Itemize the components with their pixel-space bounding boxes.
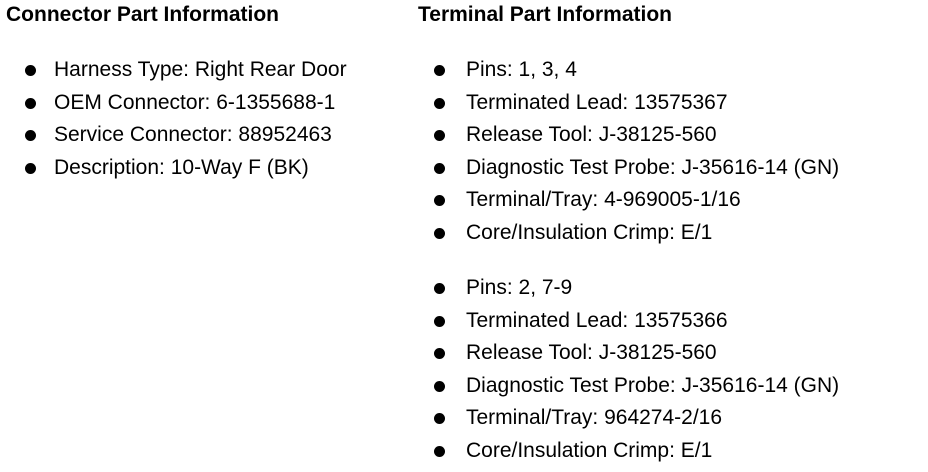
terminal-pins: Pins: 1, 3, 4	[466, 58, 577, 81]
connector-harness-type: Harness Type: Right Rear Door	[54, 58, 347, 81]
bullet-icon	[25, 130, 36, 141]
bullet-icon	[25, 65, 36, 76]
connector-service-connector: Service Connector: 88952463	[54, 123, 332, 146]
list-item	[418, 337, 924, 370]
terminal-part-information-heading: Terminal Part Information	[418, 3, 672, 26]
list-item	[418, 305, 924, 338]
terminal-part-information-section	[418, 0, 924, 467]
list-item	[418, 272, 924, 305]
terminal-tray: Terminal/Tray: 964274-2/16	[466, 406, 723, 429]
terminal-core-insulation-crimp: Core/Insulation Crimp: E/1	[466, 438, 713, 462]
list-item	[418, 152, 924, 185]
terminal-core-insulation-crimp: Core/Insulation Crimp: E/1	[466, 220, 713, 244]
list-item	[6, 87, 406, 120]
list-item	[418, 402, 924, 435]
connector-part-information-section	[6, 0, 406, 184]
terminal-release-tool: Release Tool: J-38125-560	[466, 123, 717, 146]
bullet-icon	[434, 228, 445, 239]
list-item	[418, 184, 924, 217]
terminal-group-2-list	[418, 272, 924, 467]
bullet-icon	[434, 283, 445, 294]
list-item	[418, 435, 924, 468]
bullet-icon	[434, 413, 445, 424]
bullet-icon	[25, 163, 36, 174]
bullet-icon	[25, 98, 36, 109]
bullet-icon	[434, 381, 445, 392]
list-item	[418, 370, 924, 403]
list-item	[6, 152, 406, 185]
bullet-icon	[434, 65, 445, 76]
terminal-pins: Pins: 2, 7-9	[466, 276, 573, 299]
terminal-diagnostic-test-probe: Diagnostic Test Probe: J-35616-14 (GN)	[466, 155, 840, 179]
bullet-icon	[434, 98, 445, 109]
bullet-icon	[434, 348, 445, 359]
terminal-diagnostic-test-probe: Diagnostic Test Probe: J-35616-14 (GN)	[466, 373, 840, 397]
list-item	[418, 217, 924, 250]
terminal-terminated-lead: Terminated Lead: 13575366	[466, 308, 728, 332]
terminal-group-1-list	[418, 54, 924, 249]
list-item	[418, 54, 924, 87]
bullet-icon	[434, 195, 445, 206]
connector-part-information-heading: Connector Part Information	[6, 3, 280, 26]
bullet-icon	[434, 130, 445, 141]
terminal-terminated-lead: Terminated Lead: 13575367	[466, 90, 728, 114]
connector-description: Description: 10-Way F (BK)	[54, 155, 309, 179]
bullet-icon	[434, 446, 445, 457]
list-item	[418, 87, 924, 120]
bullet-icon	[434, 163, 445, 174]
terminal-tray: Terminal/Tray: 4-969005-1/16	[466, 188, 741, 211]
connector-info-list	[6, 54, 406, 184]
connector-oem-connector: OEM Connector: 6-1355688-1	[54, 90, 336, 114]
list-item	[418, 119, 924, 152]
bullet-icon	[434, 316, 445, 327]
list-item	[6, 54, 406, 87]
terminal-release-tool: Release Tool: J-38125-560	[466, 341, 717, 364]
list-item	[6, 119, 406, 152]
